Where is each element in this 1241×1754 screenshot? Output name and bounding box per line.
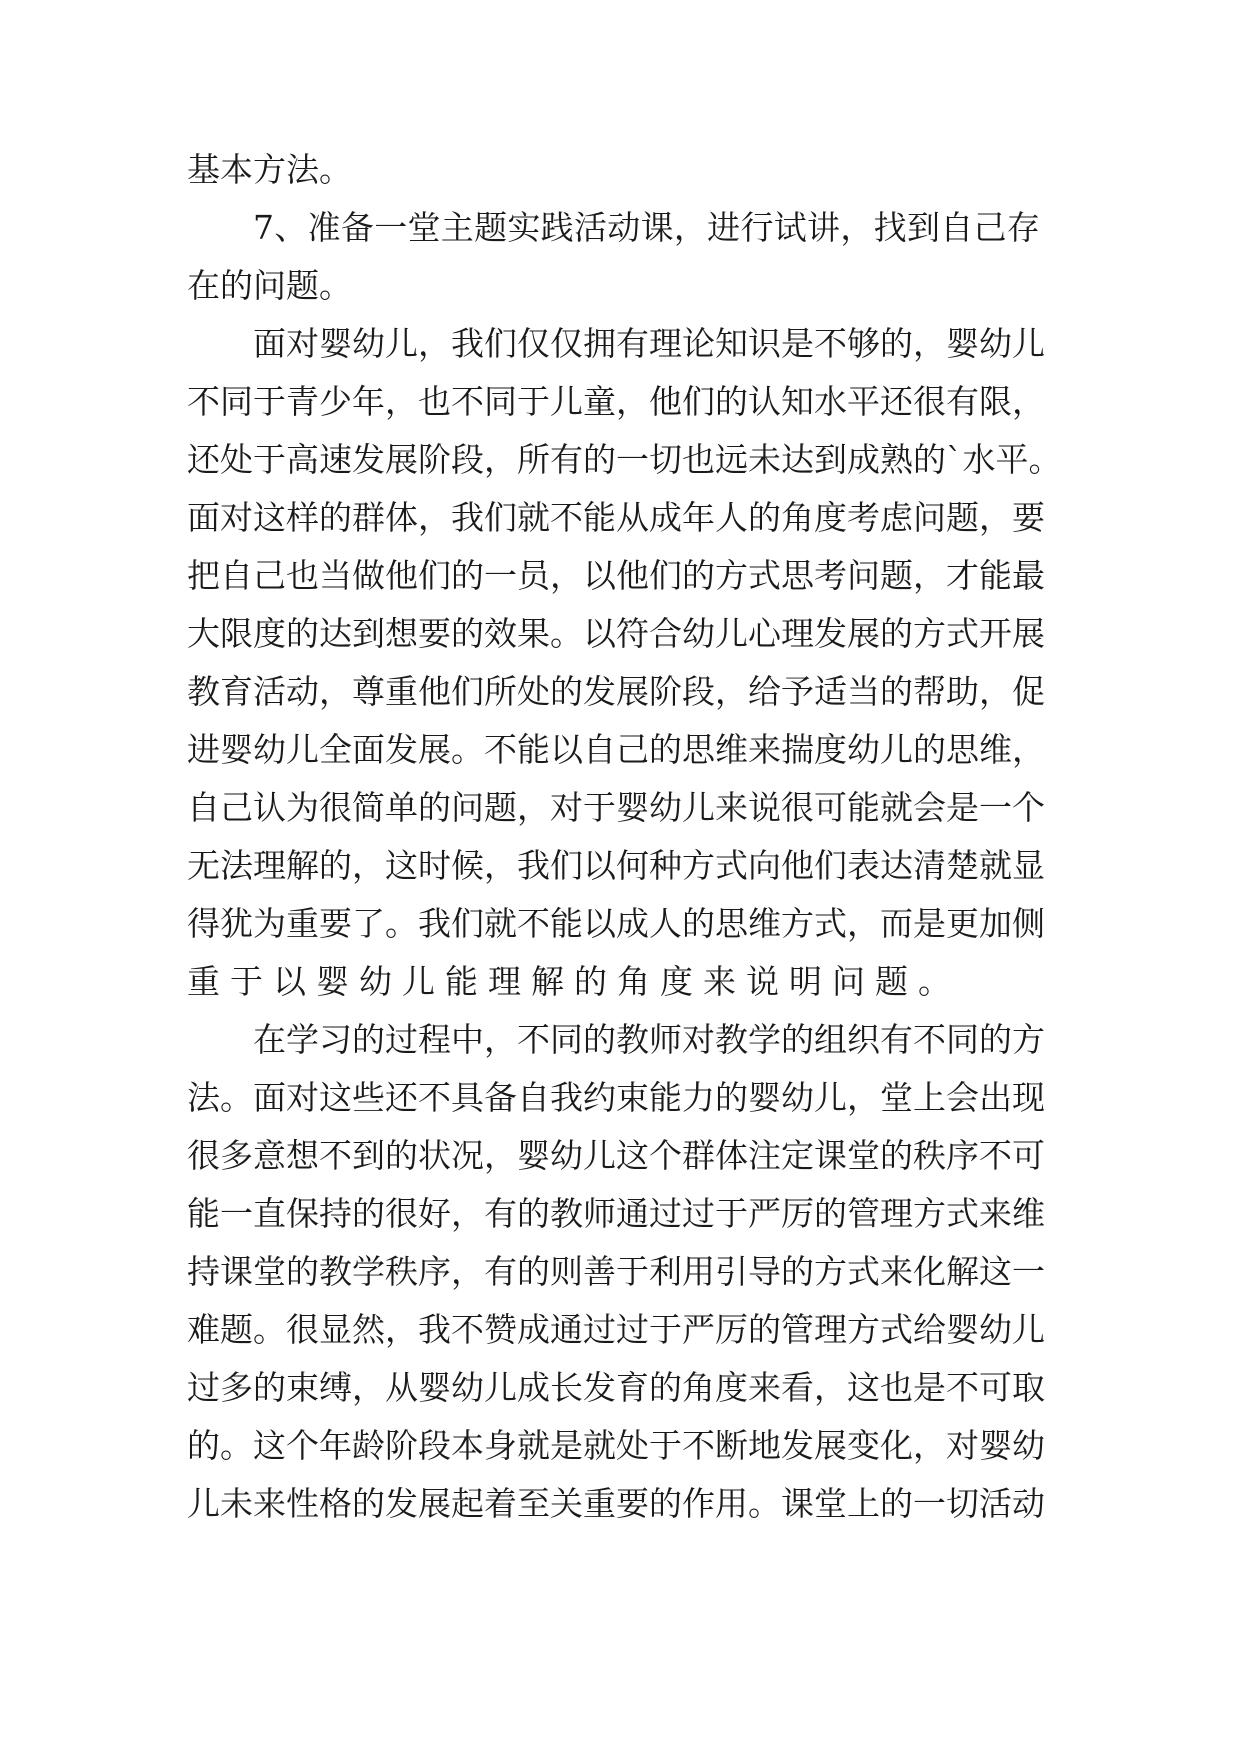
text-line-20: 持 课 堂 的 教 学 秩 序 ， 有 的 则 善 于 利 用 引 导 的 方 式 来 化 解 这 一 [187, 1252, 1045, 1291]
text-line-8: 把 自 己 也 当 做 他 们 的 一 员 ， 以 他 们 的 方 式 思 考 问 题 ， 才 能 最 [187, 556, 1045, 595]
text-line-15: 重于以婴幼儿能理解的角度来说明问题。 [187, 962, 961, 1001]
text-line-16: 在 学 习 的 过 程 中 ， 不 同 的 教 师 对 教 学 的 组 织 有 不 同 的 方 [253, 1020, 1045, 1059]
text-line-12: 自 己 认 为 很 简 单 的 问 题 ， 对 于 婴 幼 儿 来 说 很 可 能 就 会 是 一 个 [187, 788, 1045, 827]
text-line-2: 7 、 准 备 一 堂 主 题 实 践 活 动 课 ， 进 行 试 讲 ， 找 到 自 己 存 [253, 208, 1040, 247]
text-line-13: 无 法 理 解 的 ， 这 时 候 ， 我 们 以 何 种 方 式 向 他 们 表 达 清 楚 就 显 [187, 846, 1045, 885]
text-line-1: 基本方法。 [187, 150, 352, 189]
text-line-9: 大 限 度 的 达 到 想 要 的 效 果 。 以 符 合 幼 儿 心 理 发 展 的 方 式 开 展 [187, 614, 1045, 653]
text-line-6: 还 处 于 高 速 发 展 阶 段 ， 所 有 的 一 切 也 远 未 达 到 成 熟 的 ` 水 平 。 [187, 440, 1062, 479]
text-line-18: 很 多 意 想 不 到 的 状 况 ， 婴 幼 儿 这 个 群 体 注 定 课 堂 的 秩 序 不 可 [187, 1136, 1045, 1175]
text-line-4: 面 对 婴 幼 儿 ， 我 们 仅 仅 拥 有 理 论 知 识 是 不 够 的 ， 婴 幼 儿 [253, 324, 1045, 363]
text-line-22: 过 多 的 束 缚 ， 从 婴 幼 儿 成 长 发 育 的 角 度 来 看 ， 这 也 是 不 可 取 [187, 1368, 1045, 1407]
text-line-21: 难 题 。 很 显 然 ， 我 不 赞 成 通 过 过 于 严 厉 的 管 理 方 式 给 婴 幼 儿 [187, 1310, 1045, 1349]
text-line-7: 面 对 这 样 的 群 体 ， 我 们 就 不 能 从 成 年 人 的 角 度 考 虑 问 题 ， 要 [187, 498, 1045, 537]
text-line-11: 进 婴 幼 儿 全 面 发 展 。 不 能 以 自 己 的 思 维 来 揣 度 幼 儿 的 思 维 ， [187, 730, 1045, 769]
text-line-17: 法 。 面 对 这 些 还 不 具 备 自 我 约 束 能 力 的 婴 幼 儿 ， 堂 上 会 出 现 [187, 1078, 1045, 1117]
text-line-3: 在的问题。 [187, 266, 352, 305]
text-line-10: 教 育 活 动 ， 尊 重 他 们 所 处 的 发 展 阶 段 ， 给 予 适 当 的 帮 助 ， 促 [187, 672, 1045, 711]
text-line-24: 儿 未 来 性 格 的 发 展 起 着 至 关 重 要 的 作 用 。 课 堂 上 的 一 切 活 动 [187, 1484, 1045, 1523]
text-line-19: 能 一 直 保 持 的 很 好 ， 有 的 教 师 通 过 过 于 严 厉 的 管 理 方 式 来 维 [187, 1194, 1045, 1233]
text-line-14: 得 犹 为 重 要 了 。 我 们 就 不 能 以 成 人 的 思 维 方 式 ， 而 是 更 加 侧 [187, 904, 1045, 943]
text-line-5: 不 同 于 青 少 年 ， 也 不 同 于 儿 童 ， 他 们 的 认 知 水 平 还 很 有 限 ， [187, 382, 1045, 421]
text-line-23: 的 。 这 个 年 龄 阶 段 本 身 就 是 就 处 于 不 断 地 发 展 变 化 ， 对 婴 幼 [187, 1426, 1045, 1465]
